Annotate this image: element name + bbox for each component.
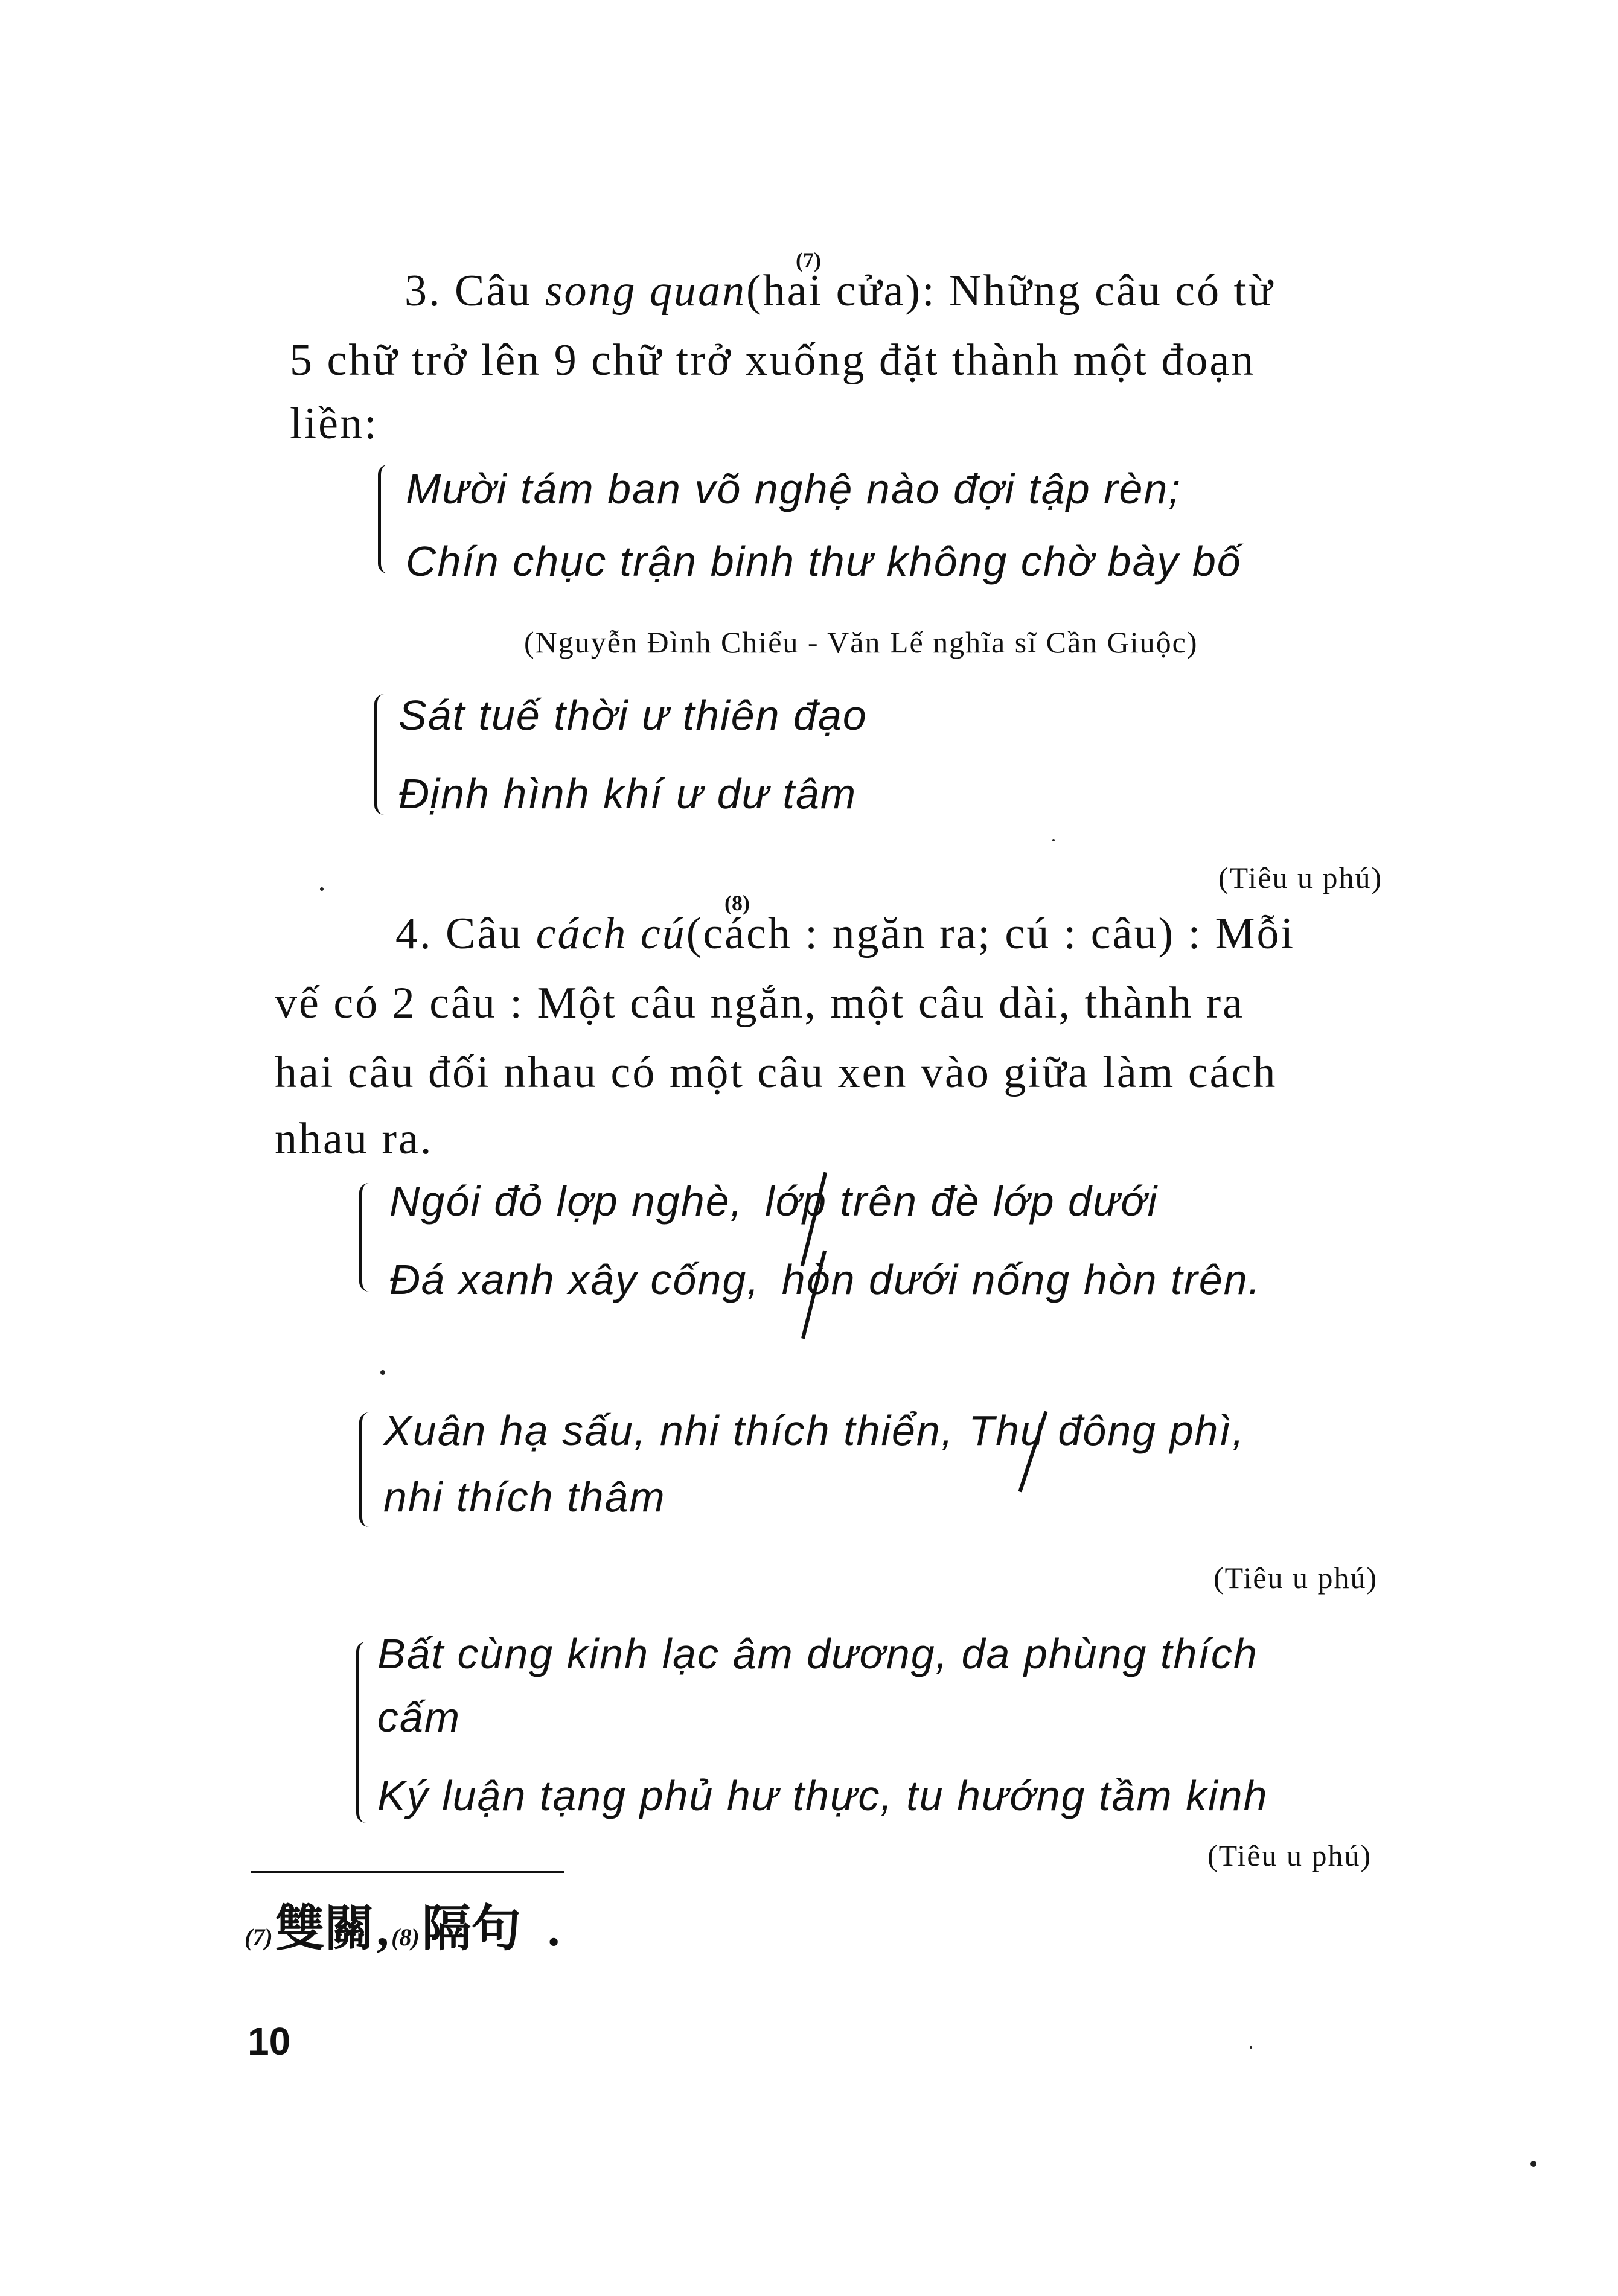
- citation: (Tiêu u phú): [1207, 1838, 1372, 1872]
- citation: (Tiêu u phú): [1218, 861, 1383, 894]
- verse-line: cấm: [377, 1694, 461, 1741]
- brace-pair2: [374, 694, 387, 815]
- verse-line: Định hình khí ư dư tâm: [398, 770, 857, 817]
- brace-pair3: [359, 1183, 372, 1292]
- speck: [380, 1370, 385, 1375]
- verse-segment: hòn dưới nống hòn trên.: [781, 1256, 1262, 1303]
- verse-line: Bất cùng kinh lạc âm dương, da phùng thích: [377, 1630, 1258, 1677]
- speck: [1530, 2161, 1536, 2167]
- footnote-mark-7: (7): [245, 1924, 273, 1951]
- footnote-end: .: [547, 1901, 560, 1956]
- verse-segment: Ngói đỏ lợp nghè,: [389, 1178, 744, 1225]
- footnote-rule: [251, 1871, 564, 1873]
- verse-segment: Thu đông phì,: [968, 1407, 1245, 1454]
- verse-line: [389, 1255, 1261, 1304]
- page-number: 10: [248, 2020, 291, 2063]
- verse-line: nhi thích thâm: [383, 1473, 666, 1520]
- verse-segment: Đá xanh xây cống,: [389, 1256, 760, 1303]
- footnote-ref-8: (8): [724, 891, 750, 915]
- footnote-mark-8: (8): [391, 1924, 420, 1951]
- speck: [320, 887, 324, 891]
- section4-number: 4.: [395, 909, 433, 958]
- brace-pair1: [378, 465, 391, 573]
- footnotes: [245, 1889, 560, 1960]
- footnote-ref-7: (7): [796, 248, 821, 272]
- section4-rest: (cách : ngăn ra; cú : câu) : Mỗi: [686, 909, 1296, 958]
- section4-line3: hai câu đối nhau có một câu xen vào giữa làm cách: [275, 1048, 1277, 1097]
- verse-line: [389, 1177, 1158, 1225]
- verse-line: Sát tuế thời ư thiên đạo: [398, 692, 868, 739]
- section4-term: cách cú: [536, 909, 686, 958]
- verse-line: [383, 1406, 1245, 1455]
- citation: (Nguyễn Đình Chiểu - Văn Lế nghĩa sĩ Cần Giuộc): [524, 625, 1198, 659]
- speck: [1250, 2046, 1252, 2049]
- footnote-text-8: 隔句: [421, 1900, 521, 1957]
- verse-segment: Xuân hạ sấu, nhi thích thiển,: [383, 1407, 954, 1454]
- brace-pair5: [356, 1642, 369, 1823]
- footnote-text-7: 雙關: [275, 1900, 374, 1957]
- section3-line1: [405, 266, 1274, 317]
- brace-pair4: [359, 1412, 372, 1527]
- verse-segment: lớp trên đè lớp dưới: [765, 1178, 1159, 1225]
- section3-number: 3.: [405, 266, 442, 316]
- section3-term: song quan: [545, 266, 747, 316]
- footnote-separator: ,: [376, 1901, 389, 1956]
- section3-rest: (hai cửa): Những câu có từ: [746, 266, 1274, 316]
- section4-line4: nhau ra.: [275, 1114, 433, 1164]
- citation: (Tiêu u phú): [1214, 1561, 1378, 1595]
- section3-lead: Câu: [455, 266, 532, 316]
- section3-line3: liền:: [290, 399, 379, 448]
- section4-line1: [395, 908, 1295, 960]
- verse-line: Mười tám ban võ nghệ nào đợi tập rèn;: [406, 465, 1182, 512]
- verse-line: Ký luận tạng phủ hư thực, tu hướng tầm kinh: [377, 1772, 1268, 1819]
- speck: [1052, 839, 1055, 841]
- section4-lead: Câu: [446, 909, 523, 958]
- section3-line2: 5 chữ trở lên 9 chữ trở xuống đặt thành một đoạn: [290, 336, 1256, 385]
- section4-line2: vế có 2 câu : Một câu ngắn, một câu dài, thành ra: [275, 978, 1244, 1028]
- verse-line: Chín chục trận binh thư không chờ bày bố: [406, 538, 1242, 585]
